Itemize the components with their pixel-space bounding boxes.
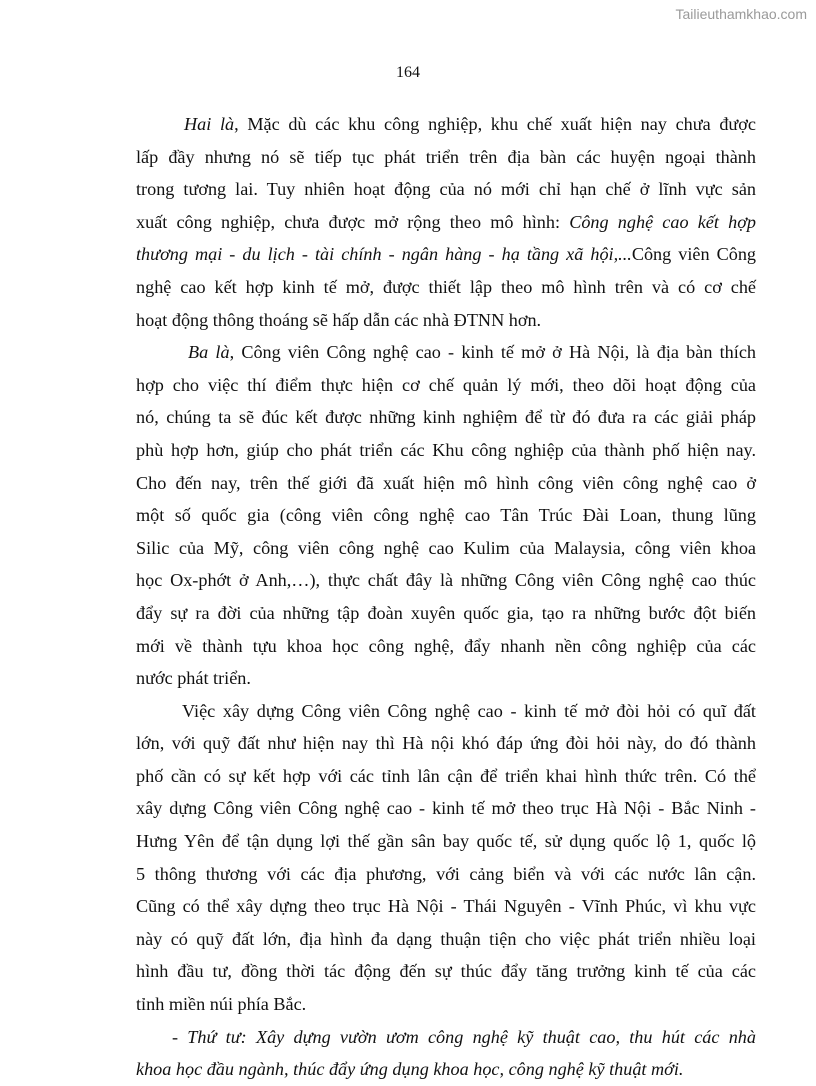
text-line: Silic của Mỹ, công viên công nghệ cao Kulim của Malaysia, công viên khoa (136, 537, 756, 558)
text-line: đẩy sự ra đời của những tập đoàn xuyên quốc gia, tạo ra những bước đột biến (136, 602, 756, 623)
text-line: tỉnh miền núi phía Bắc. (136, 994, 307, 1015)
text-line: xây dựng Công viên Công nghệ cao - kinh tế mở theo trục Hà Nội - Bắc Ninh - (136, 798, 756, 819)
text-line: nước phát triển. (136, 668, 251, 689)
text-line: một số quốc gia (công viên công nghệ cao Tân Trúc Đài Loan, thung lũng (136, 505, 756, 526)
document-body (136, 108, 756, 1086)
text-line: Hai là, Mặc dù các khu công nghiệp, khu chế xuất hiện nay chưa được (184, 114, 756, 134)
text-line: hoạt động thông thoáng sẽ hấp dẫn các nhà ĐTNN hơn. (136, 309, 542, 330)
text-line: - Thứ tư: Xây dựng vườn ươm công nghệ kỹ thuật cao, thu hút các nhà (172, 1026, 756, 1047)
text-line: Cho đến nay, trên thế giới đã xuất hiện mô hình công viên công nghệ cao ở (136, 472, 756, 493)
text-line: Hưng Yên để tận dụng lợi thế gần sân bay quốc tế, sử dụng quốc lộ 1, quốc lộ (136, 831, 756, 852)
text-line: Cũng có thể xây dựng theo trục Hà Nội - Thái Nguyên - Vĩnh Phúc, vì khu vực (136, 896, 756, 917)
text-line: khoa học đầu ngành, thúc đẩy ứng dụng khoa học, công nghệ kỹ thuật mới. (136, 1059, 684, 1080)
text-line: phù hợp hơn, giúp cho phát triển các Khu công nghiệp của thành phố hiện nay. (136, 439, 756, 460)
text-line: xuất công nghiệp, chưa được mở rộng theo mô hình: Công nghệ cao kết hợp (136, 211, 756, 232)
paragraph-label: Hai là (184, 114, 235, 134)
text-line: lấp đầy nhưng nó sẽ tiếp tục phát triển trên địa bàn các huyện ngoại thành (136, 146, 756, 167)
text-line: Ba là, Công viên Công nghệ cao - kinh tế mở ở Hà Nội, là địa bàn thích (188, 342, 756, 363)
paragraph-ba-la (136, 336, 756, 695)
text-line: 5 thông thương với các địa phương, với cảng biển và với các nước lân cận. (136, 863, 756, 884)
text-line: lớn, với quỹ đất như hiện nay thì Hà nội khó đáp ứng đòi hỏi này, do đó thành (136, 733, 756, 754)
text-line: thương mại - du lịch - tài chính - ngân hàng - hạ tầng xã hội,...Công viên Công (136, 244, 757, 265)
text-line: trong tương lai. Tuy nhiên hoạt động của nó mới chỉ hạn chế ở lĩnh vực sản (136, 179, 756, 200)
paragraph-label: Ba là (188, 342, 230, 363)
text-line: mới về thành tựu khoa học công nghệ, đẩy nhanh nền công nghiệp của các (136, 635, 756, 656)
text-line: học Ox-phớt ở Anh,…), thực chất đây là những Công viên Công nghệ cao thúc (136, 570, 756, 591)
text-line: Việc xây dựng Công viên Công nghệ cao - kinh tế mở đòi hỏi có quĩ đất (182, 700, 756, 721)
watermark-text: Tailieuthamkhao.com (675, 6, 807, 22)
page-number: 164 (396, 64, 420, 81)
text-line: nó, chúng ta sẽ đúc kết được những kinh nghiệm để từ đó đưa ra các giải pháp (136, 407, 756, 428)
paragraph-cong-vien (136, 695, 756, 1021)
paragraph-hai-la (136, 108, 756, 336)
text-line: phố cần có sự kết hợp với các tỉnh lân cận để triển khai hình thức trên. Có thể (136, 765, 756, 786)
text-line: hình đầu tư, đồng thời tác động đến sự thúc đẩy tăng trưởng kinh tế của các (136, 961, 756, 982)
text-line: hợp cho việc thí điểm thực hiện cơ chế quản lý mới, theo dõi hoạt động của (136, 374, 756, 395)
paragraph-thu-tu (136, 1021, 756, 1086)
text-line: này có quỹ đất lớn, địa hình đa dạng thuận tiện cho việc phát triển nhiều loại (136, 928, 756, 949)
text-line: nghệ cao kết hợp kinh tế mở, được thiết lập theo mô hình trên và có cơ chế (136, 276, 756, 297)
